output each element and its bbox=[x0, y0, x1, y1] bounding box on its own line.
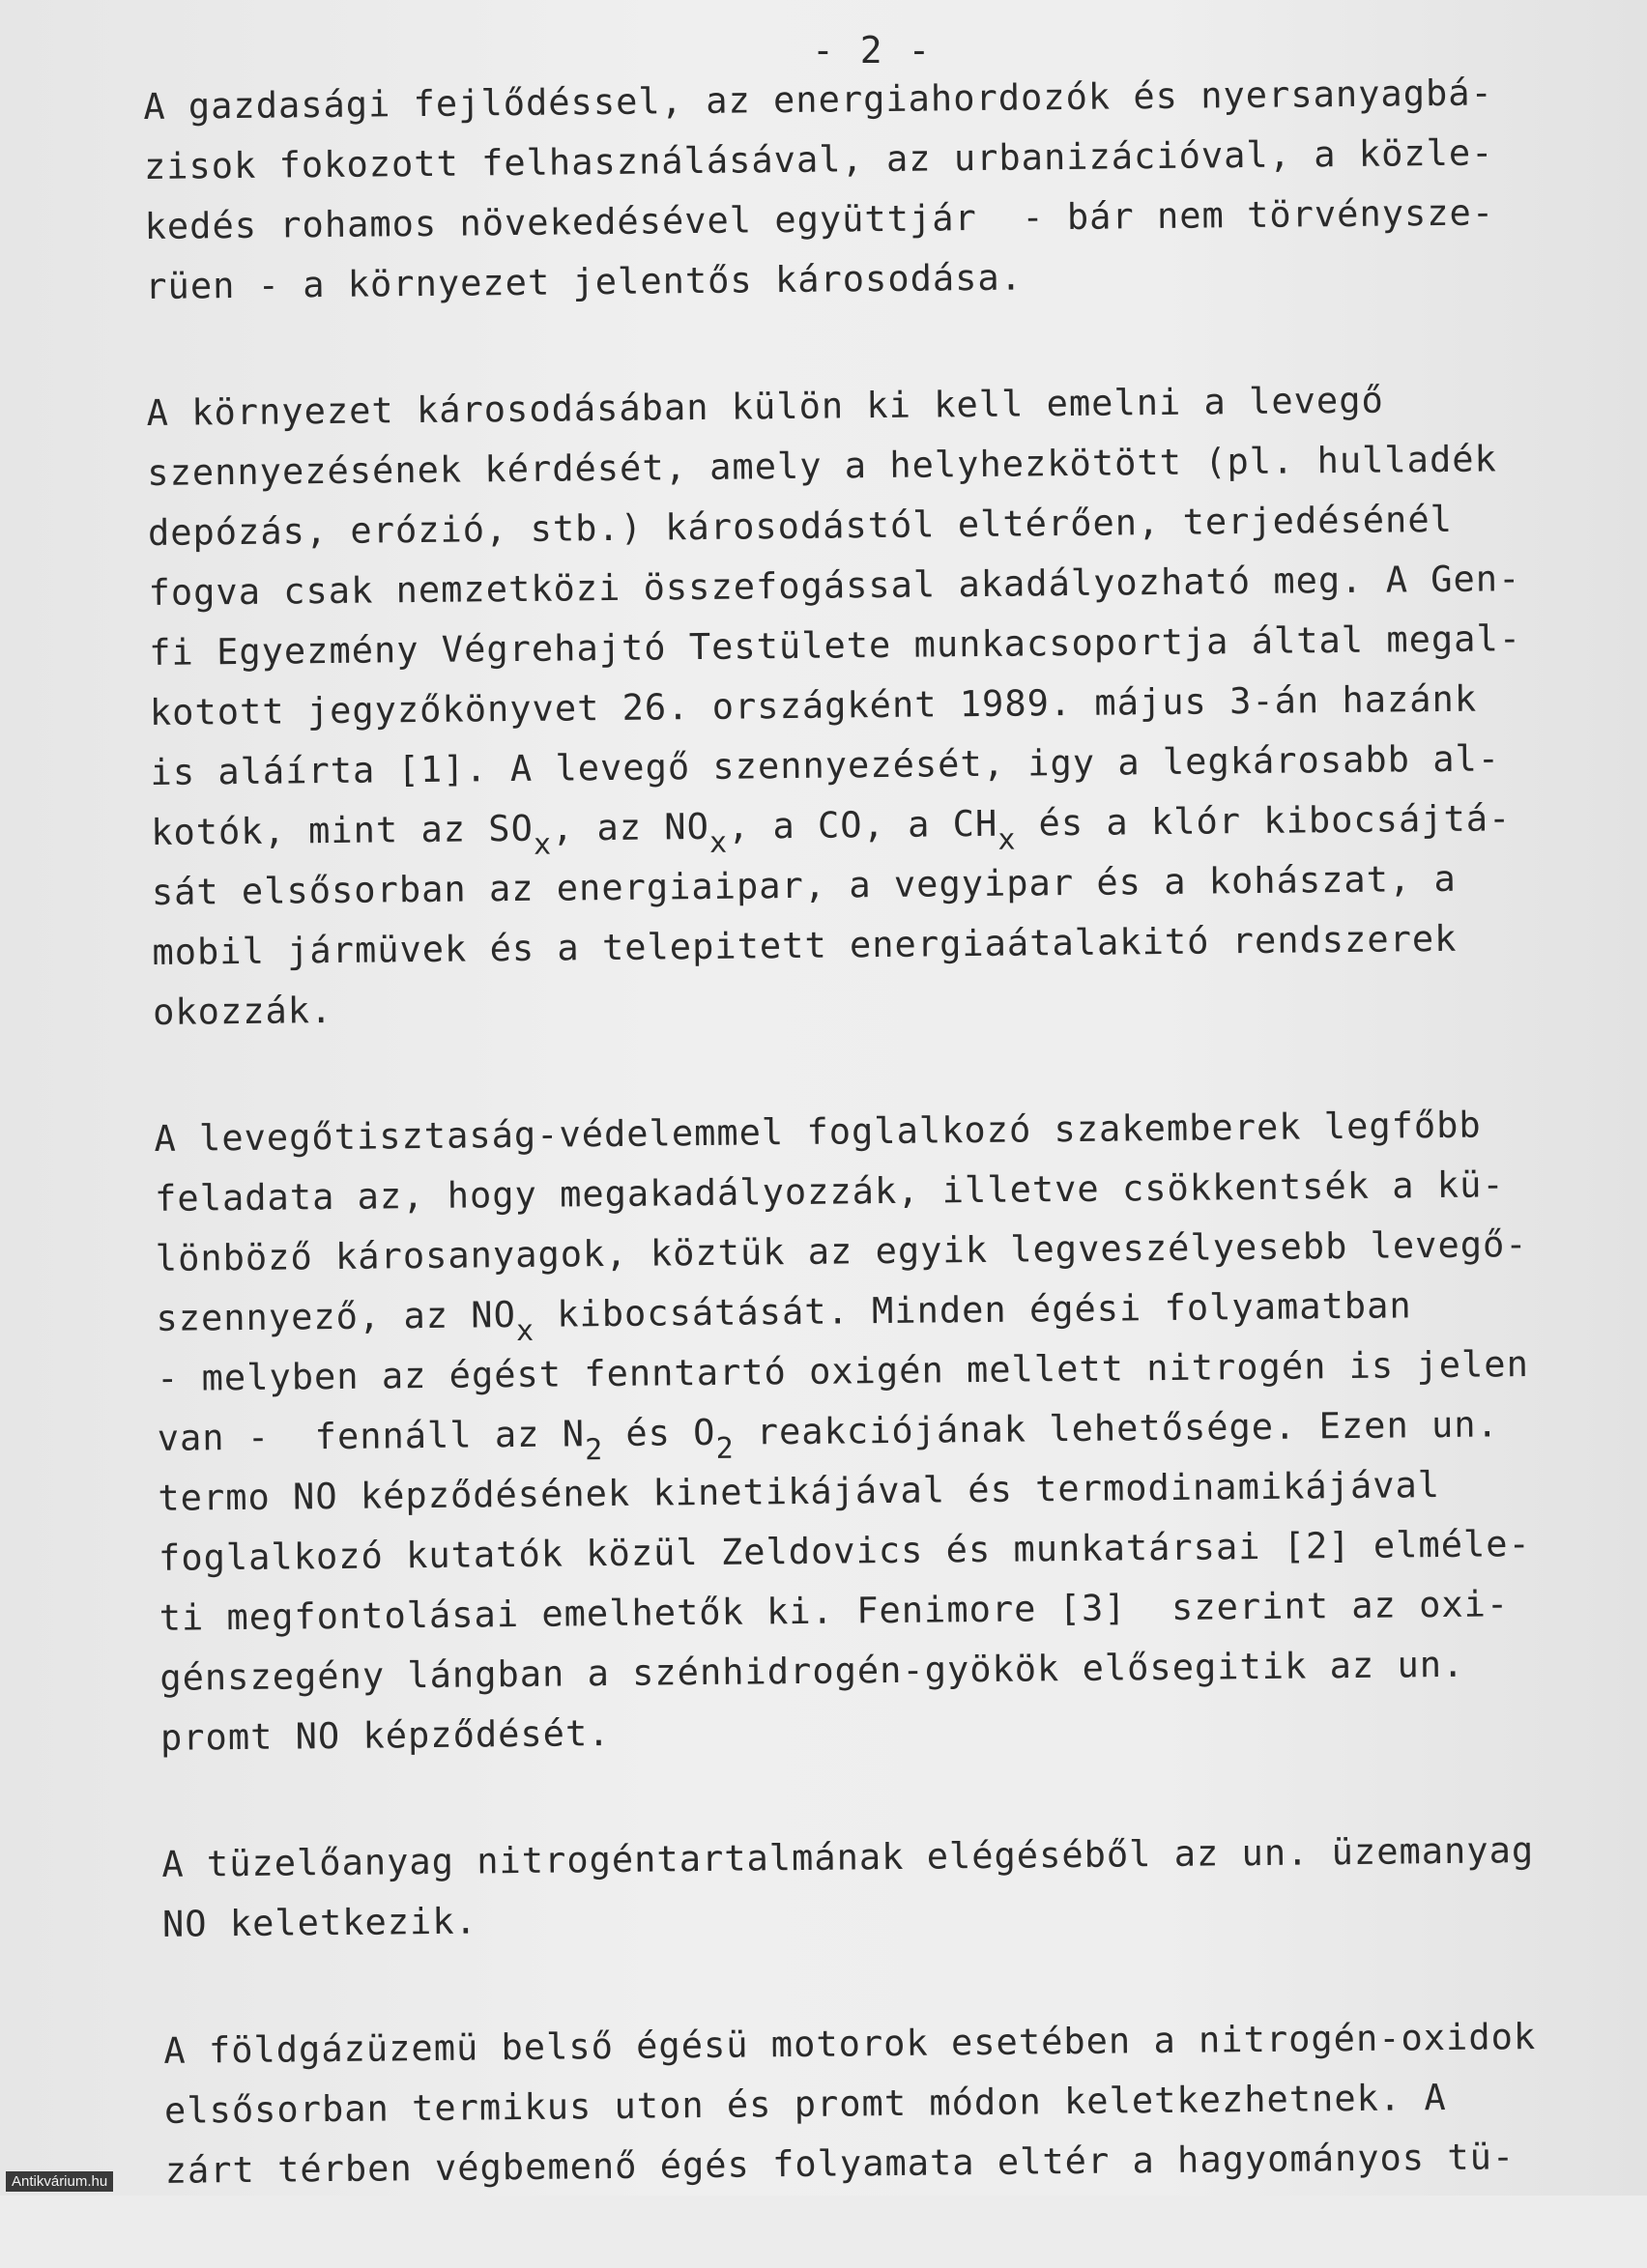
subscript: x bbox=[997, 822, 1017, 857]
text-line: A környezet károsodásában külön ki kell emelni a levegő bbox=[146, 379, 1384, 434]
text-line: sát elsősorban az energiaipar, a vegyipar és a kohászat, a bbox=[151, 857, 1457, 913]
text-line: foglalkozó kutatók közül Zeldovics és munkatársai [2] elméle- bbox=[158, 1523, 1532, 1579]
subscript: x bbox=[533, 827, 553, 862]
paragraph bbox=[146, 369, 1574, 1043]
text-segment: reakciójának lehetősége. Ezen un. bbox=[734, 1403, 1500, 1453]
text-line: szennyezésének kérdését, amely a helyhezkötött (pl. hulladék bbox=[147, 438, 1497, 494]
text-line: termo NO képződésének kinetikájával és termodinamikájával bbox=[158, 1464, 1441, 1519]
text-segment: , az NO bbox=[551, 805, 710, 849]
subscript: x bbox=[708, 825, 729, 860]
text-line: A levegőtisztaság-védelemmel foglalkozó szakemberek legfőbb bbox=[154, 1104, 1482, 1160]
text-segment: és a klór kibocsájtá- bbox=[1016, 797, 1512, 845]
paragraph bbox=[143, 63, 1567, 317]
text-line: promt NO képződését. bbox=[159, 1712, 611, 1759]
text-line: ti megfontolásai emelhetők ki. Fenimore [3] szerint az oxi- bbox=[159, 1583, 1510, 1639]
watermark-logo: Antikvárium.hu bbox=[6, 2171, 113, 2192]
text-line: fi Egyezmény Végrehajtó Testülete munkacsoportja által megal- bbox=[149, 617, 1522, 674]
text-line: fogva csak nemzetközi összefogással akadályozható meg. A Gen- bbox=[148, 558, 1521, 614]
text-segment: és O bbox=[602, 1411, 716, 1455]
page-number: - 2 - bbox=[812, 29, 933, 72]
text-line: A földgázüzemü belső égésü motorok esetében a nitrogén-oxidok bbox=[163, 2016, 1537, 2072]
text-line: is aláírta [1]. A levegő szennyezését, igy a legkárosabb al- bbox=[150, 737, 1501, 793]
text-line: A gazdasági fejlődéssel, az energiahordozók és nyersanyagbá- bbox=[143, 72, 1494, 128]
subscript: 2 bbox=[715, 1431, 735, 1466]
text-line: - melyben az égést fenntartó oxigén mellett nitrogén is jelen bbox=[156, 1343, 1530, 1399]
text-segment: szennyező, az NO bbox=[156, 1294, 517, 1339]
text-line: génszegény lángban a szénhidrogén-gyökök elősegitik az un. bbox=[159, 1643, 1465, 1699]
paragraph bbox=[154, 1095, 1581, 1768]
text-line: elsősorban termikus uton és promt módon keletkezhetnek. A bbox=[163, 2076, 1447, 2132]
text-line: mobil jármüvek és a telepitett energiaátalakitó rendszerek bbox=[152, 917, 1458, 973]
text-line: zárt térben végbemenő égés folyamata eltér a hagyományos tü- bbox=[164, 2136, 1516, 2192]
text-line: A tüzelőanyag nitrogéntartalmának elégéséből az un. üzemanyag bbox=[161, 1829, 1535, 1885]
text-line: zisok fokozott felhasználásával, az urbanizációval, a közle- bbox=[143, 131, 1494, 187]
text-line: depózás, erózió, stb.) károsodástól eltérően, terjedésénél bbox=[147, 498, 1454, 554]
text-segment: van - fennáll az N bbox=[157, 1413, 586, 1459]
text-line: rüen - a környezet jelentős károsodása. bbox=[145, 256, 1024, 307]
text-line: kedés rohamos növekedésével együttjár - bár nem törvénysze- bbox=[144, 191, 1495, 247]
subscript: 2 bbox=[584, 1433, 604, 1468]
text-line: NO keletkezik. bbox=[161, 1900, 478, 1945]
subscript: x bbox=[515, 1313, 535, 1349]
text-line: kotott jegyzőkönyvet 26. országként 1989. május 3-án hazánk bbox=[149, 677, 1478, 733]
text-line: lönböző károsanyagok, köztük az egyik legveszélyesebb levegő- bbox=[155, 1223, 1528, 1279]
paragraph bbox=[161, 1821, 1583, 1955]
text-line: okozzák. bbox=[152, 989, 333, 1033]
paragraph bbox=[163, 2006, 1586, 2200]
text-segment: kibocsátását. Minden égési folyamatban bbox=[534, 1284, 1412, 1335]
text-segment: , a CO, a CH bbox=[727, 802, 998, 847]
body-text bbox=[143, 63, 1587, 2268]
text-segment: kotók, mint az SO bbox=[150, 807, 535, 853]
text-line: feladata az, hogy megakadályozzák, illetve csökkentsék a kü- bbox=[154, 1163, 1505, 1220]
